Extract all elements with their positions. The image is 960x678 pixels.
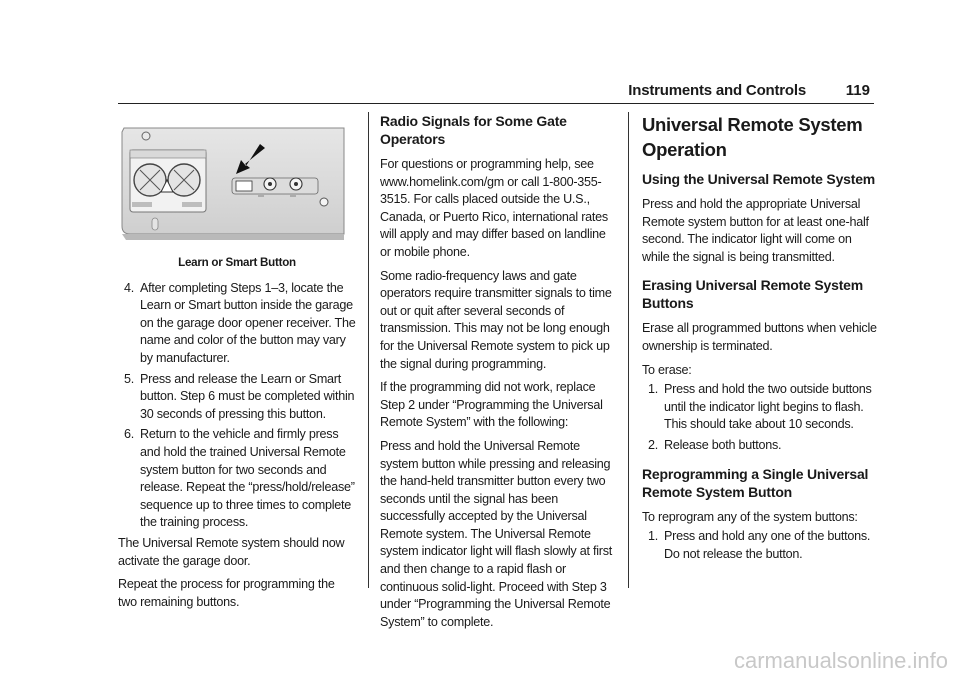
step-text: Press and hold the two outside buttons until the indicator light begins to flash. This should take about 10 seconds. (664, 382, 872, 432)
column-middle (380, 112, 616, 637)
page-number: 119 (845, 82, 870, 99)
column-right (642, 112, 878, 566)
subsection-heading: Erasing Universal Remote System Buttons (642, 277, 864, 312)
column-left (118, 122, 356, 617)
list-item (118, 426, 356, 532)
section-title: Instruments and Controls (628, 82, 806, 99)
body-paragraph: To reprogram any of the system buttons: (642, 509, 858, 524)
step-number: 1. (648, 382, 659, 397)
body-paragraph: If the programming did not work, replace Step 2 under “Programming the Universal Remote System” with the following: (380, 380, 603, 430)
figure-caption: Learn or Smart Button (178, 256, 296, 269)
section-title-large: Universal Remote System Operation (642, 114, 863, 160)
subsection-heading: Reprogramming a Single Universal Remote System Button (642, 465, 869, 500)
list-item (642, 437, 878, 455)
column-divider (628, 112, 629, 588)
watermark: carmanualsonline.info (733, 648, 948, 673)
list-item (642, 381, 878, 434)
list-item (642, 528, 878, 563)
erase-steps (642, 381, 878, 454)
step-number: 2. (648, 437, 659, 452)
body-paragraph: The Universal Remote system should now activate the garage door. (118, 535, 345, 568)
column-divider (368, 112, 369, 588)
step-text: After completing Steps 1–3, locate the Learn or Smart button inside the garage on the garage door opener receiver. The name and color of the button may vary by manufacturer. (140, 280, 356, 365)
body-paragraph: Press and hold the Universal Remote system button while pressing and releasing the hand-held transmitter button every two seconds until the signal has been successfully accepted by the Universal Remote system. The Universal Remote system indicator light will flash slowly at first and then change to a rapid flash or continuous solid-light. Proceed with Step 3 under “Programming the Universal Remote System” to complete. (380, 438, 612, 629)
body-paragraph: For questions or programming help, see www.homelink.com/gm or call 1-800-355-3515. For calls placed outside the U.S., Canada, or Puerto Rico, international rates will apply and may differ based on landline or mobile phone. (380, 157, 608, 259)
programming-steps (118, 280, 356, 532)
learn-button-diagram (118, 122, 354, 246)
body-paragraph: Press and hold the appropriate Universal Remote system button for at least one-half second. The indicator light will come on while the signal is being transmitted. (642, 197, 869, 264)
step-text: Press and hold any one of the buttons. Do not release the button. (664, 529, 871, 561)
list-item (118, 371, 356, 424)
section-heading: Radio Signals for Some Gate Operators (380, 113, 567, 147)
page-header (118, 80, 874, 104)
body-paragraph: To erase: (642, 362, 692, 377)
reprogram-steps (642, 528, 878, 563)
step-text: Return to the vehicle and firmly press and hold the trained Universal Remote system button for two seconds and release. Repeat the “press/hold/release” sequence up to three times to complete the training process. (140, 427, 355, 530)
step-number: 4. (124, 280, 135, 295)
opener-receiver-illustration (118, 122, 354, 246)
step-text: Release both buttons. (664, 437, 782, 452)
list-item (118, 280, 356, 368)
step-text: Press and release the Learn or Smart button. Step 6 must be completed within 30 seconds of pressing this button. (140, 371, 355, 421)
step-number: 6. (124, 427, 135, 442)
body-paragraph: Erase all programmed buttons when vehicle ownership is terminated. (642, 321, 877, 353)
subsection-heading: Using the Universal Remote System (642, 171, 876, 187)
body-paragraph: Some radio-frequency laws and gate operators require transmitter signals to time out or quit after several seconds of transmission. This may not be long enough for the Universal Remote system to pick up the signal during programming. (380, 268, 612, 371)
step-number: 5. (124, 371, 135, 386)
step-number: 1. (648, 529, 659, 544)
body-paragraph: Repeat the process for programming the two remaining buttons. (118, 577, 335, 609)
